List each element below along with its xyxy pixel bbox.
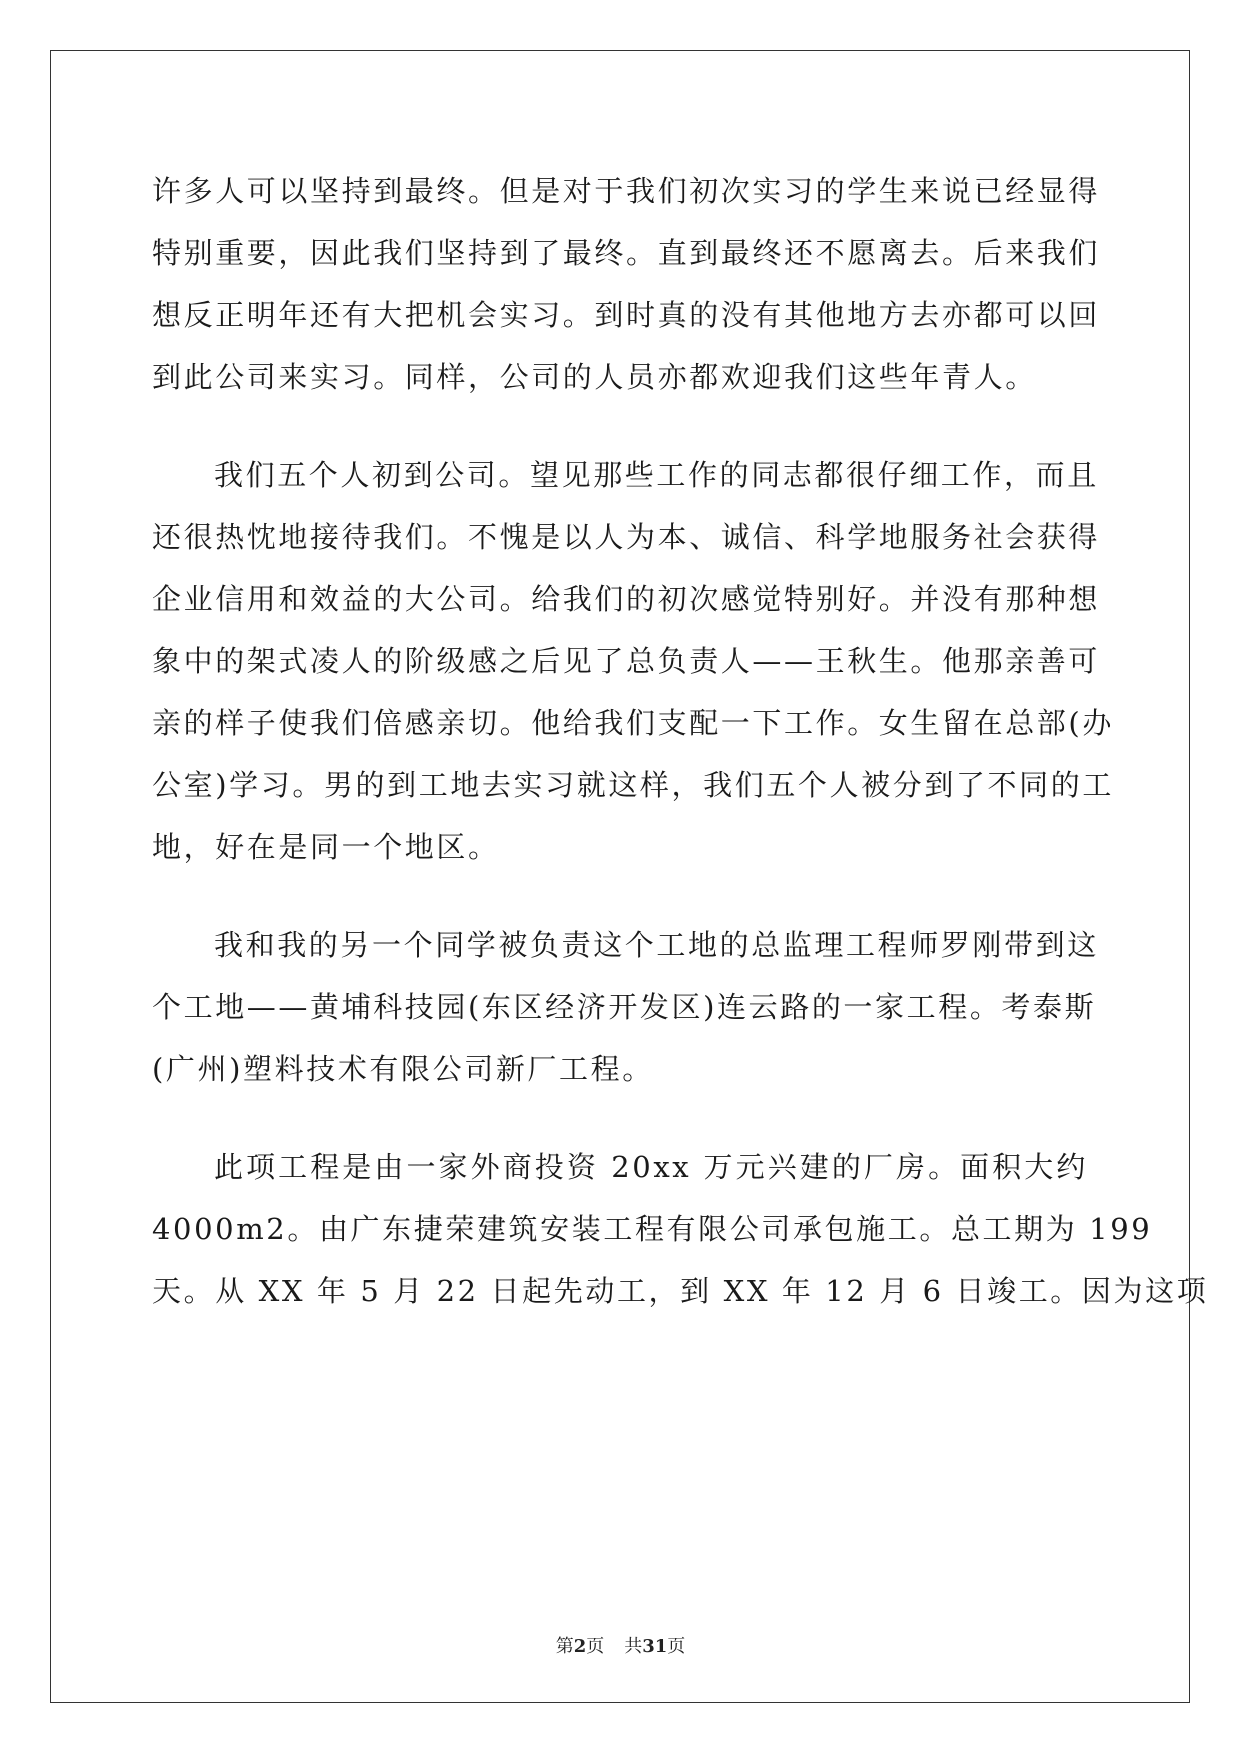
text-line: (广州)塑料技术有限公司新厂工程。 bbox=[152, 1052, 654, 1086]
text-line: 特别重要，因此我们坚持到了最终。直到最终还不愿离去。后来我们 bbox=[152, 236, 1101, 270]
paragraph bbox=[152, 1136, 1209, 1322]
text-line: 许多人可以坚持到最终。但是对于我们初次实习的学生来说已经显得 bbox=[152, 174, 1101, 208]
footer-total-prefix: 共 bbox=[624, 1636, 643, 1657]
text-line: 企业信用和效益的大公司。给我们的初次感觉特别好。并没有那种想 bbox=[152, 582, 1101, 616]
text-line: 公室)学习。男的到工地去实习就这样，我们五个人被分到了不同的工 bbox=[152, 768, 1114, 802]
text-line: 还很热忱地接待我们。不愧是以人为本、诚信、科学地服务社会获得 bbox=[152, 520, 1101, 554]
text-line: 天。从 XX 年 5 月 22 日起先动工，到 XX 年 12 月 6 日竣工。因为这项 bbox=[152, 1274, 1209, 1308]
footer-page-suffix: 页 bbox=[586, 1636, 605, 1657]
page-number: 2 bbox=[573, 1636, 587, 1657]
paragraph bbox=[152, 914, 1099, 1100]
text-line: 我和我的另一个同学被负责这个工地的总监理工程师罗刚带到这 bbox=[214, 928, 1099, 962]
text-line: 此项工程是由一家外商投资 20xx 万元兴建的厂房。面积大约 bbox=[214, 1150, 1088, 1184]
text-line: 我们五个人初到公司。望见那些工作的同志都很仔细工作，而且 bbox=[214, 458, 1099, 492]
footer-total-suffix: 页 bbox=[667, 1636, 686, 1657]
page-footer bbox=[0, 1632, 1241, 1658]
text-line: 想反正明年还有大把机会实习。到时真的没有其他地方去亦都可以回 bbox=[152, 298, 1101, 332]
footer-prefix: 第 bbox=[555, 1636, 574, 1657]
text-line: 到此公司来实习。同样，公司的人员亦都欢迎我们这些年青人。 bbox=[152, 360, 1037, 394]
total-pages: 31 bbox=[642, 1636, 668, 1657]
text-line: 4000m2。由广东捷荣建筑安装工程有限公司承包施工。总工期为 199 bbox=[152, 1212, 1153, 1246]
paragraph bbox=[152, 160, 1101, 408]
text-line: 个工地——黄埔科技园(东区经济开发区)连云路的一家工程。考泰斯 bbox=[152, 990, 1097, 1024]
document-body bbox=[152, 160, 1209, 1322]
paragraph bbox=[152, 444, 1114, 878]
text-line: 象中的架式凌人的阶级感之后见了总负责人——王秋生。他那亲善可 bbox=[152, 644, 1101, 678]
text-line: 亲的样子使我们倍感亲切。他给我们支配一下工作。女生留在总部(办 bbox=[152, 706, 1114, 740]
text-line: 地，好在是同一个地区。 bbox=[152, 830, 500, 864]
